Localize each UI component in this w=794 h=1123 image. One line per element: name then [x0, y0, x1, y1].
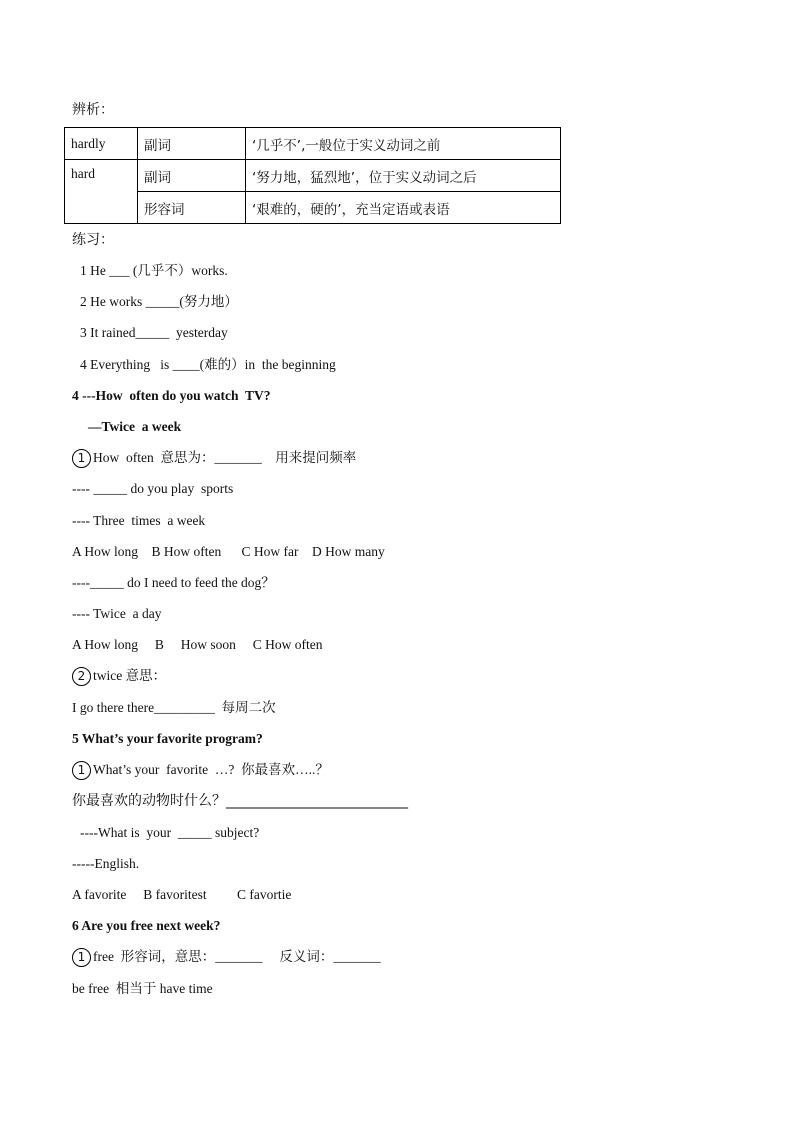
answer-line: ---- Twice a day	[72, 606, 162, 621]
practice-item: 2 He works _____(努力地）	[80, 294, 238, 309]
circled-number: 2	[72, 667, 91, 686]
table-row	[65, 160, 561, 192]
section-5-heading: 5 What’s your favorite program?	[72, 731, 263, 746]
note-line: be free 相当于 have time	[72, 981, 213, 996]
table-cell-meaning: ‘几乎不’,一般位于实义动词之前	[246, 128, 561, 160]
question-line: ---- _____ do you play sports	[72, 481, 234, 496]
answer-line: -----English.	[72, 856, 140, 871]
circled-number: 1	[72, 761, 91, 780]
circled-number: 1	[72, 449, 91, 468]
table-cell-meaning: ‘艰难的，硬的’，充当定语或表语	[246, 192, 561, 224]
section-4-heading: 4 ---How often do you watch TV?	[72, 388, 271, 403]
point-text: What’s your favorite …? 你最喜欢…..？	[93, 762, 329, 777]
point-text: twice 意思：	[93, 668, 167, 683]
section-4-point-1	[72, 449, 356, 468]
section-4-answer: —Twice a week	[88, 419, 182, 434]
table-cell-pos: 副词	[138, 128, 246, 160]
practice-item: 1 He ___ (几乎不）works.	[80, 263, 228, 278]
section-6-point-1	[72, 948, 381, 967]
comparison-table	[64, 127, 561, 224]
table-row	[65, 192, 561, 224]
circled-number: 1	[72, 948, 91, 967]
practice-title: 练习：	[72, 232, 114, 248]
section-4-point-2	[72, 667, 166, 686]
table-cell-pos: 副词	[138, 160, 246, 192]
options-line: A favorite B favoritest C favortie	[72, 887, 292, 902]
fill-line: I go there there_________ 每周二次	[72, 700, 276, 715]
intro-label: 辨析：	[72, 102, 114, 118]
options-line: A How long B How soon C How often	[72, 637, 323, 652]
point-text: free 形容词，意思：_______ 反义词：_______	[93, 949, 381, 964]
table-cell-word: hardly	[65, 128, 138, 160]
table-row	[65, 128, 561, 160]
table-cell-meaning: ‘努力地，猛烈地’，位于实义动词之后	[246, 160, 561, 192]
practice-item: 4 Everything is ____(难的）in the beginning	[80, 357, 336, 372]
section-5-point-1	[72, 761, 329, 780]
answer-line: ---- Three times a week	[72, 513, 206, 528]
point-text: How often 意思为：_______ 用来提问频率	[93, 450, 357, 465]
practice-item: 3 It rained_____ yesterday	[80, 325, 228, 340]
question-line: ----_____ do I need to feed the dog？	[72, 575, 275, 590]
options-line: A How long B How often C How far D How many	[72, 544, 385, 559]
question-line: ----What is your _____ subject?	[80, 825, 260, 840]
fill-line: 你最喜欢的动物时什么？__________________________	[72, 793, 408, 809]
table-cell-word: hard	[65, 160, 138, 224]
table-cell-pos: 形容词	[138, 192, 246, 224]
section-6-heading: 6 Are you free next week?	[72, 918, 221, 933]
